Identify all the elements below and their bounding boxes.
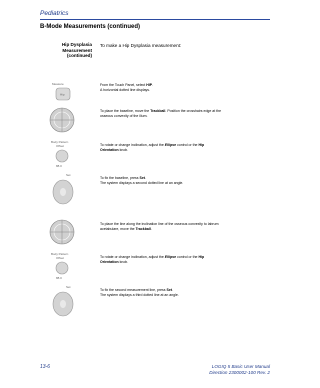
bold-term: Ellipse	[164, 143, 177, 147]
step-text: .	[144, 176, 146, 180]
instruction-step	[100, 83, 270, 93]
hip-key-label: Hip	[60, 92, 65, 97]
step-line-2	[100, 88, 270, 93]
side-heading	[40, 42, 92, 59]
dial-label: Offset	[56, 256, 64, 260]
step-line-2	[100, 181, 270, 186]
set-key-icon	[48, 284, 78, 318]
step-line-2	[100, 148, 270, 153]
bold-term: Orientation	[100, 259, 119, 264]
set-key-icon	[48, 172, 78, 206]
step-text: To fix the second measurement line, press	[100, 288, 167, 292]
bold-term: Trackball	[150, 109, 166, 113]
measure-key-label: Measure	[52, 82, 64, 86]
trackball-icon	[48, 106, 76, 134]
step-text: .	[152, 83, 154, 87]
dial-label: Body Pattern	[51, 252, 69, 256]
set-key-label: Set	[66, 285, 71, 289]
step-line-2	[100, 114, 270, 119]
body-pattern-dial-icon	[48, 139, 78, 169]
step-text: The system displays a second dotted line at an angle.	[100, 180, 184, 185]
step-text: knob.	[118, 259, 129, 264]
dial-value: 88.0	[56, 276, 62, 280]
document-direction: Direction 2300002-100 Rev. 2	[209, 370, 270, 375]
instruction-step	[100, 176, 270, 186]
intro-text: To make a Hip Dysplasia measurement:	[100, 43, 182, 48]
step-line-2	[100, 260, 270, 265]
step-text: control or the	[176, 255, 199, 259]
step-text: A horizontal dotted line displays.	[100, 87, 151, 92]
step-text: To rotate or change inclination, adjust the	[100, 143, 165, 147]
instruction-step	[100, 288, 270, 298]
instruction-step	[100, 255, 270, 265]
dial-label: Offset	[56, 144, 64, 148]
step-line-2	[100, 227, 270, 232]
step-text: knob.	[118, 147, 129, 152]
trackball-icon	[48, 218, 76, 246]
side-heading-line: Measurement	[62, 47, 92, 53]
running-head: Pediatrics	[40, 10, 69, 17]
bold-term: Set	[139, 176, 145, 180]
step-text: acetabulare, move the	[100, 226, 136, 231]
set-key-label: Set	[66, 173, 71, 177]
bold-term: Hip	[198, 255, 205, 259]
step-text: . Position the crosshairs edge at the	[165, 109, 222, 113]
step-text: From the Touch Panel, select	[100, 83, 147, 87]
bold-term: Orientation	[100, 147, 119, 152]
measure-key-icon	[48, 81, 78, 103]
instruction-step	[100, 143, 270, 153]
step-text: control or the	[176, 143, 199, 147]
step-line-2	[100, 293, 270, 298]
dial-value: 88.0	[56, 164, 62, 168]
instruction-step	[100, 109, 270, 119]
dial-label: Body Pattern	[51, 140, 69, 144]
header-rule	[40, 19, 270, 20]
bold-term: Hip	[198, 143, 205, 147]
side-heading-line: Hip Dysplasia	[61, 42, 92, 47]
step-text: osseous convexity of the ilium.	[100, 113, 148, 118]
bold-term: HIP	[146, 83, 153, 87]
footer-info	[209, 364, 270, 376]
step-text: To rotate or change inclination, adjust the	[100, 255, 165, 259]
step-text: To place the baseline, move the	[100, 109, 151, 113]
step-text: .	[150, 226, 152, 231]
side-heading-line: (continued)	[66, 53, 92, 59]
step-text: To fix the baseline, press	[100, 176, 140, 180]
body-pattern-dial-icon	[48, 251, 78, 281]
step-text: .	[172, 288, 173, 292]
bold-term: Ellipse	[164, 255, 177, 259]
bold-term: Trackball	[135, 226, 151, 231]
manual-title: LOGIQ 5 Basic User Manual	[211, 364, 270, 369]
instruction-step	[100, 222, 270, 232]
page-number: 13-6	[40, 364, 51, 370]
bold-term: Set	[166, 288, 172, 292]
section-title: B-Mode Measurements (continued)	[40, 24, 141, 30]
step-text: The system displays a third dotted line at an angle.	[100, 292, 179, 297]
step-text: To place the line along the inclination line of the osseous convexity to labrum	[100, 222, 219, 226]
